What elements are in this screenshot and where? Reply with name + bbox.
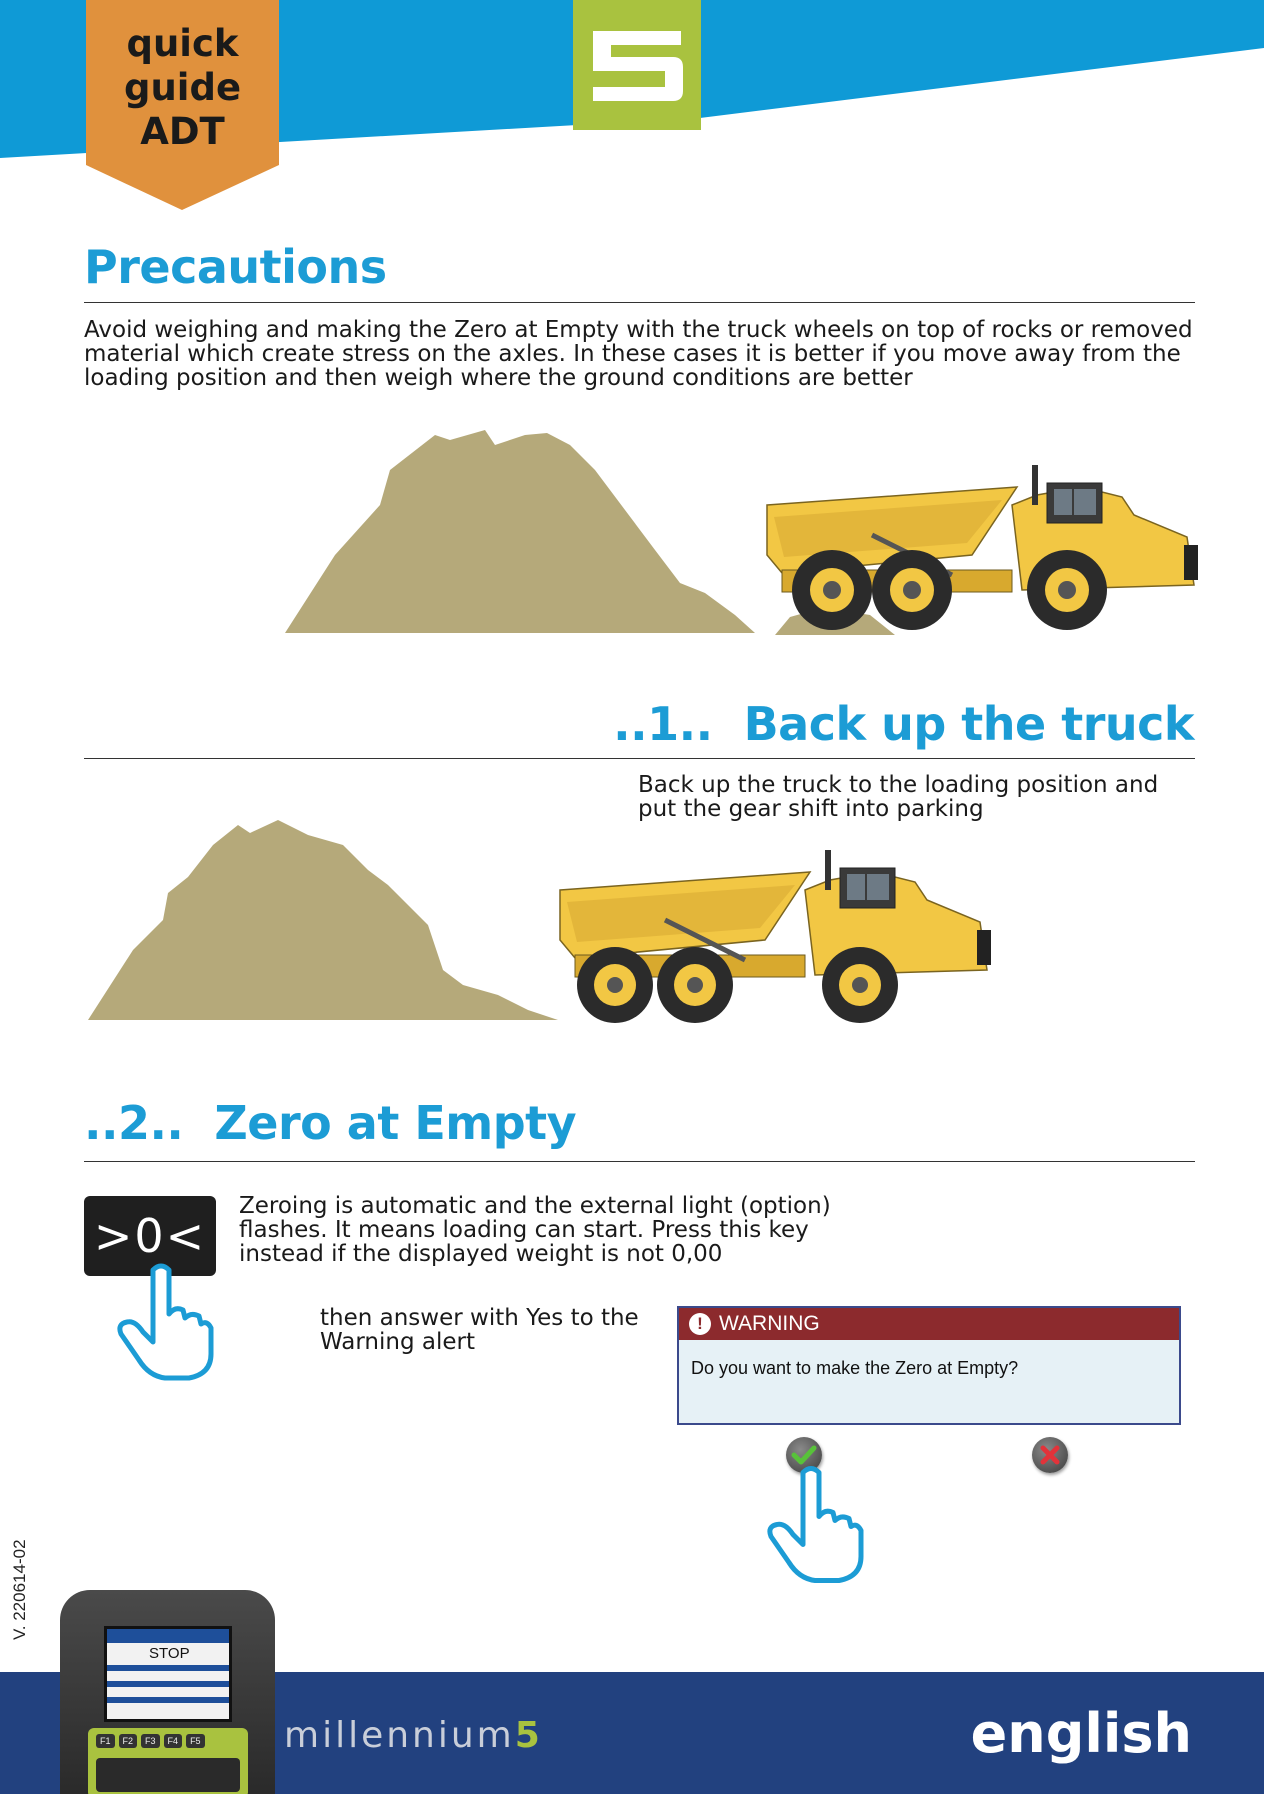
quick-guide-line: quick [126, 22, 239, 65]
pointing-hand-icon [115, 1262, 215, 1382]
close-icon [1039, 1444, 1061, 1466]
warning-message: Do you want to make the Zero at Empty? [691, 1358, 1019, 1378]
quick-guide-label [86, 22, 279, 154]
step2-body: Zeroing is automatic and the external light (option) flashes. It means loading can start. Press this key instead if the displayed weight is not 0,00 [239, 1193, 831, 1267]
device-key: F3 [141, 1734, 160, 1748]
quick-guide-line: ADT [140, 110, 225, 153]
confirm-no-button[interactable] [1032, 1437, 1068, 1473]
zero-key-label: >0< [93, 1209, 207, 1263]
brand-name: millennium [284, 1715, 515, 1756]
precautions-title: Precautions [84, 240, 387, 294]
device-key: F1 [96, 1734, 115, 1748]
quick-guide-line: guide [123, 66, 242, 109]
rock-pile-illustration [88, 815, 558, 1025]
brand-logo [284, 1715, 543, 1756]
warning-header [679, 1308, 1179, 1340]
warning-dialog [677, 1306, 1181, 1425]
device-key: F4 [164, 1734, 183, 1748]
device-key: F2 [119, 1734, 138, 1748]
step2-title: ..2.. Zero at Empty [84, 1096, 577, 1150]
device-key: F5 [186, 1734, 205, 1748]
step1-title: ..1.. Back up the truck [613, 697, 1194, 751]
device-illustration [60, 1590, 275, 1794]
warning-icon: ! [689, 1313, 711, 1335]
step1-body: Back up the truck to the loading position and put the gear shift into parking [638, 772, 1159, 822]
dump-truck-illustration [555, 850, 995, 1025]
rock-pile-illustration [285, 425, 755, 635]
title-rule [84, 302, 1195, 303]
device-screen-title: STOP [149, 1645, 190, 1662]
wheel-icon [792, 550, 872, 630]
title-rule [84, 1161, 1195, 1162]
device-keypad [88, 1728, 248, 1794]
dump-truck-illustration [762, 465, 1202, 640]
warning-header-label: WARNING [719, 1312, 820, 1335]
title-rule [84, 758, 1195, 759]
step-number-badge [573, 0, 701, 130]
pointing-hand-icon [765, 1462, 865, 1587]
version-label: V. 220614-02 [10, 1539, 29, 1640]
number-five-icon [585, 25, 689, 105]
language-label: english [970, 1702, 1192, 1765]
brand-number: 5 [514, 1715, 543, 1756]
precautions-body: Avoid weighing and making the Zero at Empty with the truck wheels on top of rocks or removed material which create stress on the axles. In these cases it is better if you move away from the loading position and then weigh where the ground conditions are better [84, 317, 1193, 391]
device-screen [104, 1626, 232, 1722]
step2-answer: then answer with Yes to the Warning alert [320, 1305, 639, 1355]
